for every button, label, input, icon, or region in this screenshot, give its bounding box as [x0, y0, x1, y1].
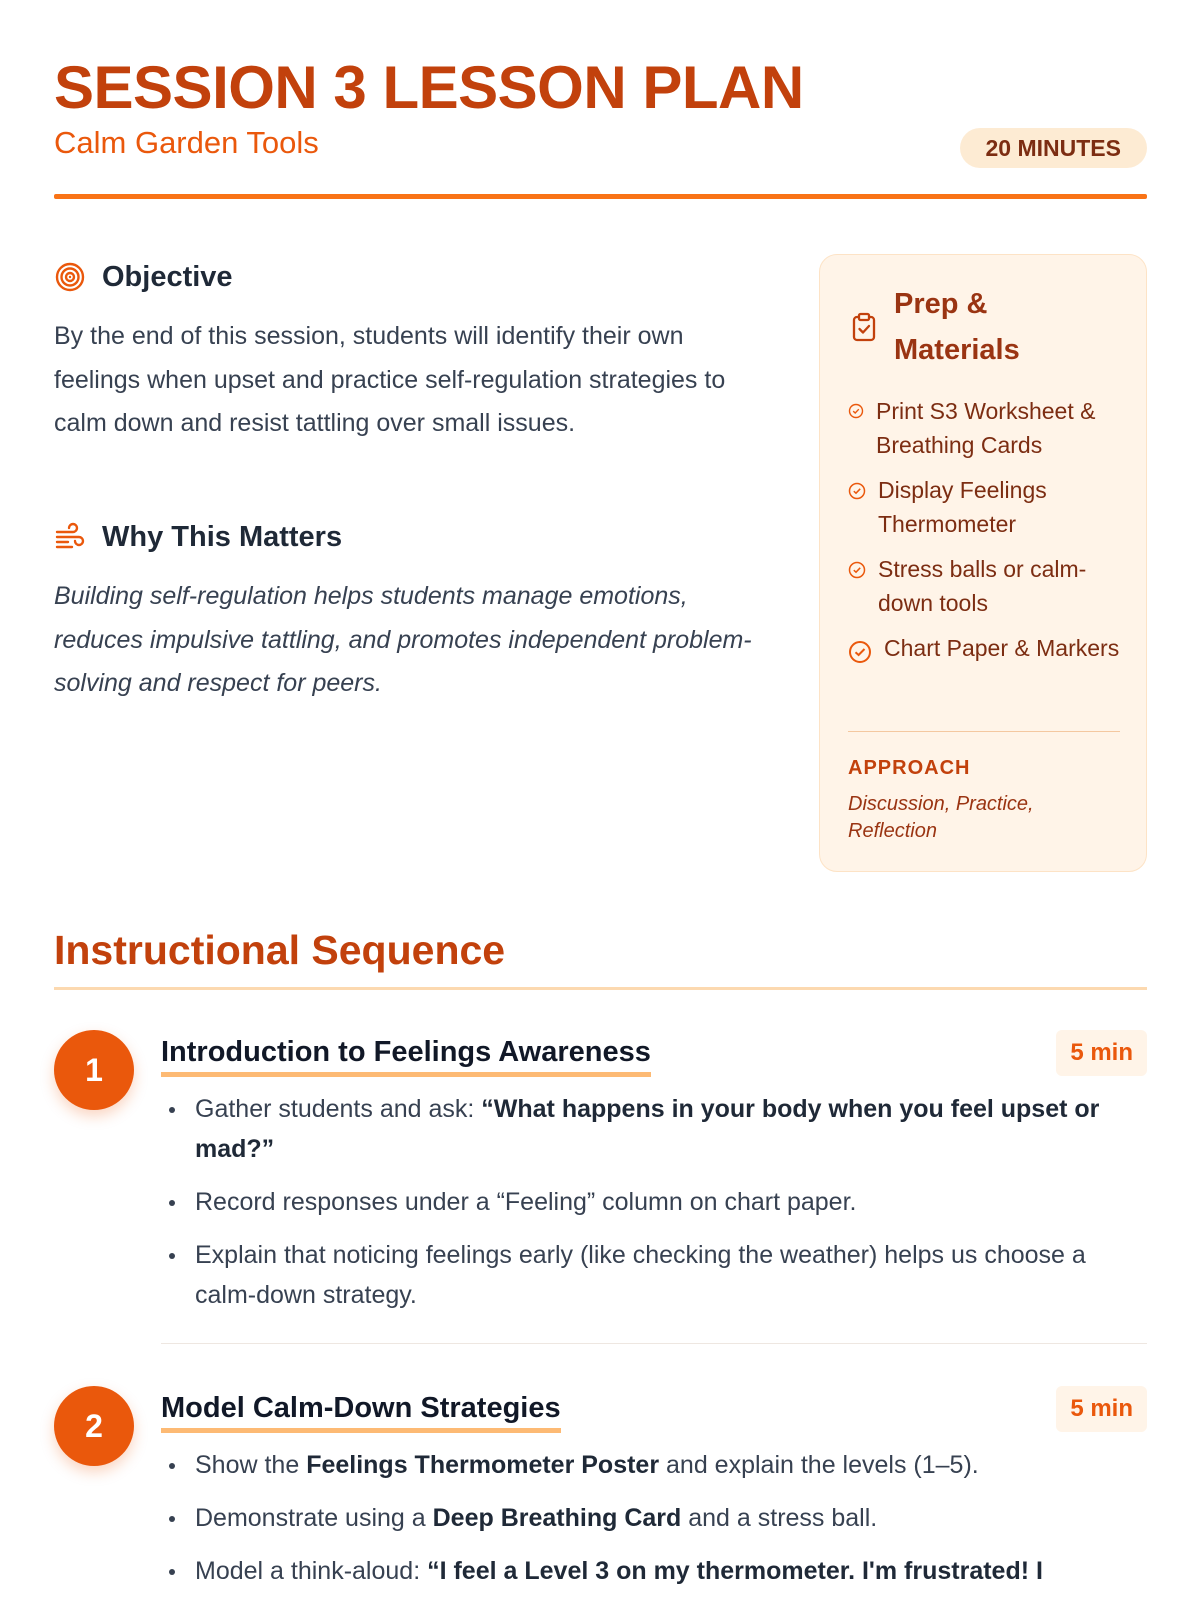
step-divider — [161, 1343, 1147, 1344]
prep-heading-label: Prep & Materials — [894, 288, 1020, 366]
step-time-badge: 5 min — [1056, 1386, 1147, 1432]
list-item — [161, 1182, 1147, 1222]
bullet-text: Model a think-aloud: — [195, 1557, 428, 1585]
list-item — [161, 1445, 1147, 1485]
list-item — [848, 395, 1124, 462]
step-bullet-list — [161, 1445, 1147, 1600]
sequence-divider — [54, 987, 1147, 990]
prep-item-label: Print S3 Worksheet & Breathing Cards — [876, 398, 1096, 458]
prep-materials-card — [819, 254, 1147, 872]
bullet-emphasis: “I feel a Level 3 on my thermometer. I'm frustrated! I — [427, 1557, 1043, 1585]
bullet-emphasis: Feelings Thermometer Poster — [306, 1451, 660, 1479]
wind-icon — [54, 521, 86, 553]
header-divider — [54, 194, 1147, 199]
page-title: SESSION 3 LESSON PLAN — [54, 54, 804, 121]
list-item — [848, 474, 1124, 541]
why-heading — [54, 517, 342, 557]
step-title: Introduction to Feelings Awareness — [161, 1032, 651, 1077]
why-heading-label: Why This Matters — [102, 520, 343, 553]
prep-list — [848, 395, 1124, 681]
list-item — [161, 1235, 1147, 1315]
list-item — [161, 1089, 1147, 1169]
why-text: Building self-regulation helps students manage emotions, reduces impulsive tattling, and promotes independent problem-solving and respect for peers. — [54, 582, 752, 697]
list-item — [161, 1551, 1147, 1591]
prep-divider — [848, 731, 1120, 732]
sequence-title: Instructional Sequence — [54, 927, 506, 973]
prep-item-label: Stress balls or calm-down tools — [878, 556, 1087, 616]
prep-item-label: Chart Paper & Markers — [884, 635, 1120, 661]
page-subtitle: Calm Garden Tools — [54, 125, 319, 160]
bullet-text-tail: and explain the levels (1–5). — [659, 1451, 979, 1479]
approach-text: Discussion, Practice, Reflection — [848, 793, 1034, 842]
target-icon — [54, 261, 86, 293]
bullet-text: Record responses under a “Feeling” column on chart paper. — [195, 1188, 857, 1216]
bullet-text: Show the — [195, 1451, 307, 1479]
check-circle-icon — [848, 561, 866, 584]
check-circle-icon — [848, 482, 866, 505]
step-number-badge: 1 — [54, 1030, 134, 1110]
list-item — [848, 553, 1124, 620]
prep-heading — [848, 281, 1094, 373]
prep-item-label: Display Feelings Thermometer — [878, 477, 1047, 537]
bullet-text: Gather students and ask: — [195, 1095, 482, 1123]
list-item — [161, 1498, 1147, 1538]
check-circle-icon — [848, 403, 864, 424]
bullet-text: Demonstrate using a — [195, 1504, 433, 1532]
bullet-text: Explain that noticing feelings early (like checking the weather) helps us choose a calm-down strategy. — [195, 1241, 1086, 1309]
check-circle-icon — [848, 640, 872, 669]
lesson-plan-page — [54, 0, 1147, 1600]
bullet-text-tail: and a stress ball. — [681, 1504, 878, 1532]
step-bullet-list — [161, 1089, 1147, 1328]
list-item — [848, 632, 1124, 669]
objective-text: By the end of this session, students will identify their own feelings when upset and practice self-regulation strategies to calm down and resist tattling over small issues. — [54, 322, 726, 437]
objective-heading — [54, 257, 233, 297]
objective-heading-label: Objective — [102, 260, 233, 293]
bullet-emphasis: Deep Breathing Card — [432, 1504, 682, 1532]
step-time-badge: 5 min — [1056, 1030, 1147, 1076]
step-number-badge: 2 — [54, 1386, 134, 1466]
step-title: Model Calm-Down Strategies — [161, 1388, 561, 1433]
bullet-emphasis: “What happens in your body when you feel upset or mad?” — [195, 1095, 1100, 1163]
duration-badge: 20 MINUTES — [960, 128, 1147, 168]
approach-label: APPROACH — [848, 757, 971, 779]
clipboard-check-icon — [848, 311, 880, 343]
